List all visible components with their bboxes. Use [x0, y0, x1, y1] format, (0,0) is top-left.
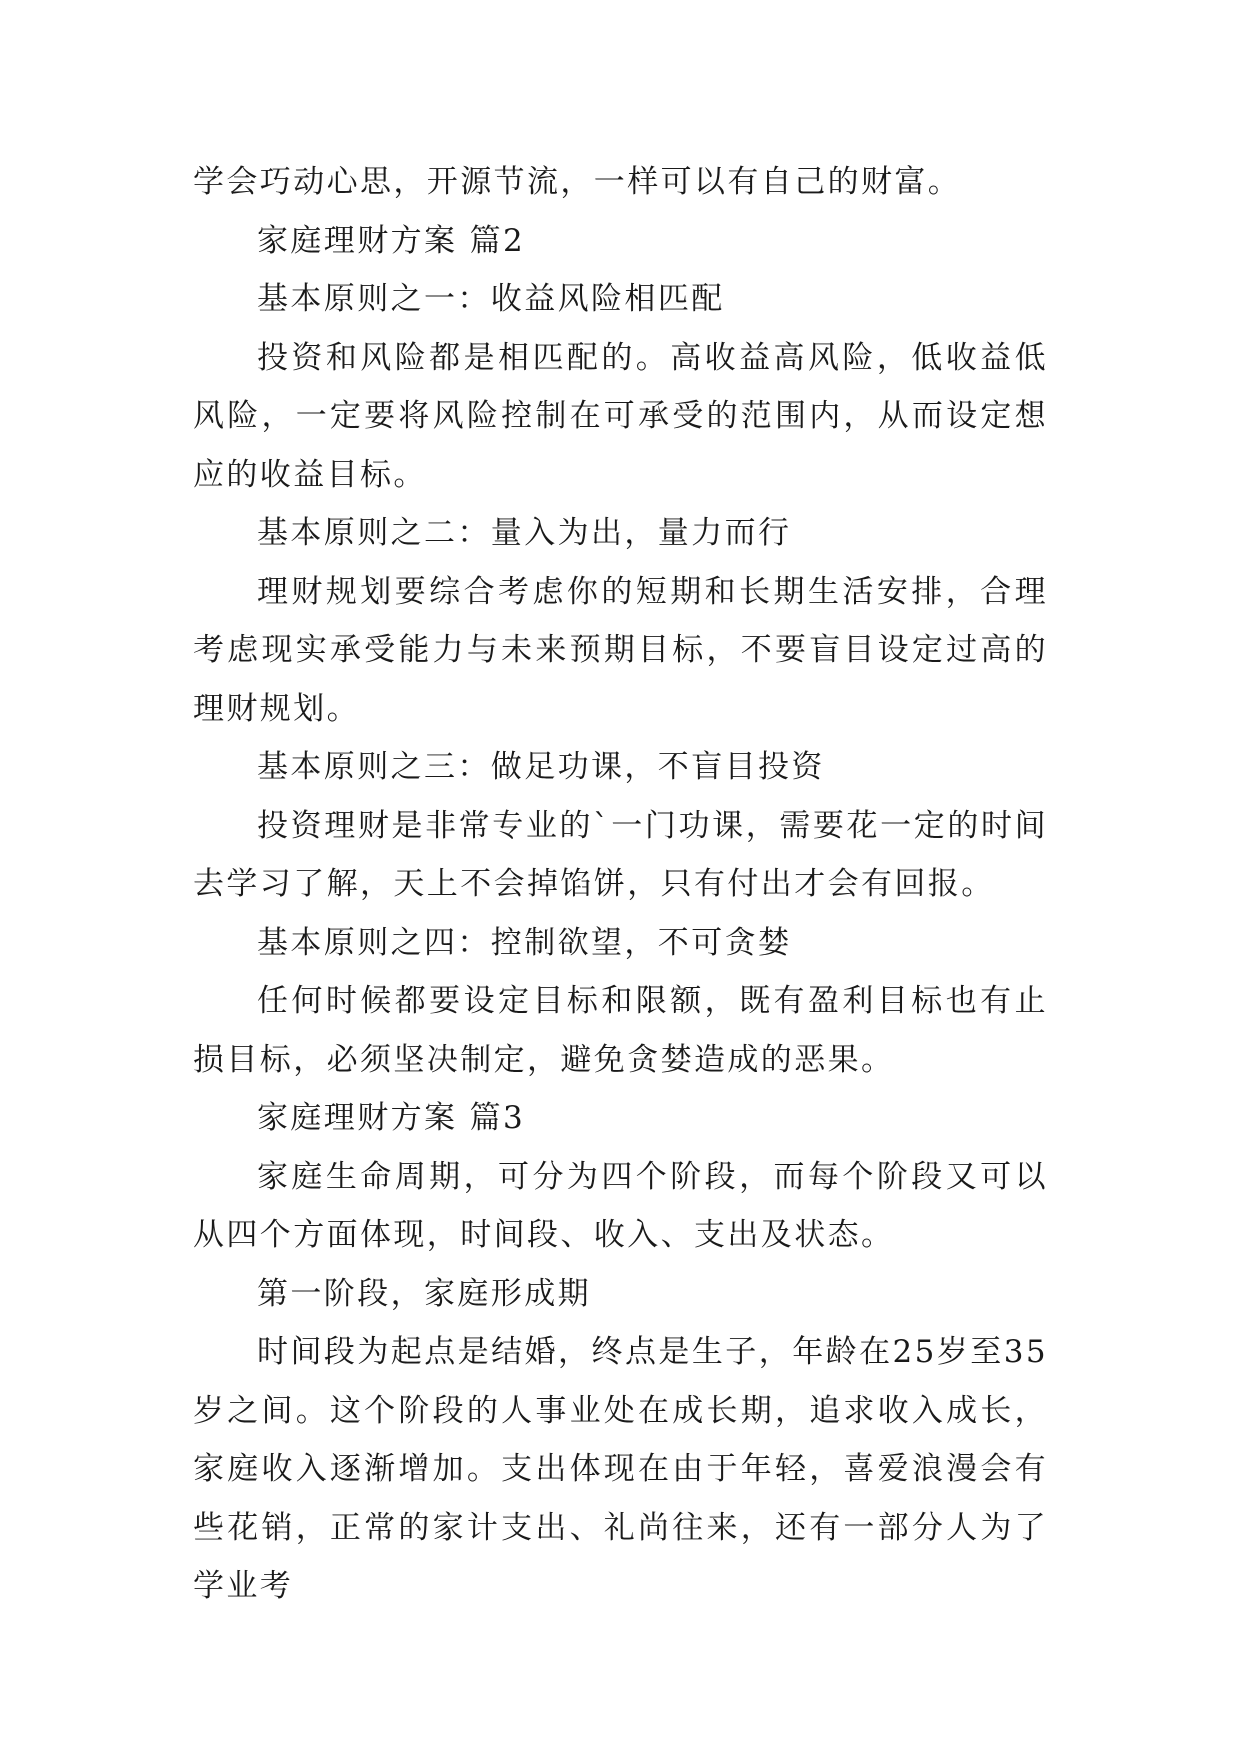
principle-heading-4: 基本原则之四：控制欲望，不可贪婪: [257, 924, 792, 961]
paragraph: 时间段为起点是结婚，终点是生子，年龄在25岁至35岁之间。这个阶段的人事业处在成长期，追求收入成长，家庭收入逐渐增加。支出体现在由于年轻，喜爱浪漫会有些花销，正常的家计支出、礼尚往来，还有一部分人为了学业考: [193, 1334, 1048, 1604]
paragraph: 投资理财是非常专业的`一门功课，需要花一定的时间去学习了解，天上不会掉馅饼，只有付出才会有回报。: [193, 807, 1048, 902]
principle-heading-3: 基本原则之三：做足功课，不盲目投资: [257, 749, 825, 785]
principle-heading-1: 基本原则之一：收益风险相匹配: [257, 281, 725, 317]
stage-heading-1: 第一阶段，家庭形成期: [257, 1275, 591, 1312]
paragraph: 任何时候都要设定目标和限额，既有盈利目标也有止损目标，必须坚决制定，避免贪婪造成的恶果。: [193, 983, 1048, 1078]
section-heading-3: 家庭理财方案 篇3: [257, 1100, 526, 1136]
paragraph: 投资和风险都是相匹配的。高收益高风险，低收益低风险，一定要将风险控制在可承受的范围内，从而设定想应的收益目标。: [193, 339, 1048, 493]
paragraph: 家庭生命周期，可分为四个阶段，而每个阶段又可以从四个方面体现，时间段、收入、支出及状态。: [193, 1158, 1048, 1253]
paragraph-continuation: 学会巧动心思，开源节流，一样可以有自己的财富。: [193, 164, 962, 200]
document-page: [193, 153, 1048, 1616]
paragraph: 理财规划要综合考虑你的短期和长期生活安排，合理考虑现实承受能力与未来预期目标，不要盲目设定过高的理财规划。: [193, 573, 1048, 727]
principle-heading-2: 基本原则之二：量入为出，量力而行: [257, 515, 792, 551]
section-heading-2: 家庭理财方案 篇2: [257, 222, 526, 259]
